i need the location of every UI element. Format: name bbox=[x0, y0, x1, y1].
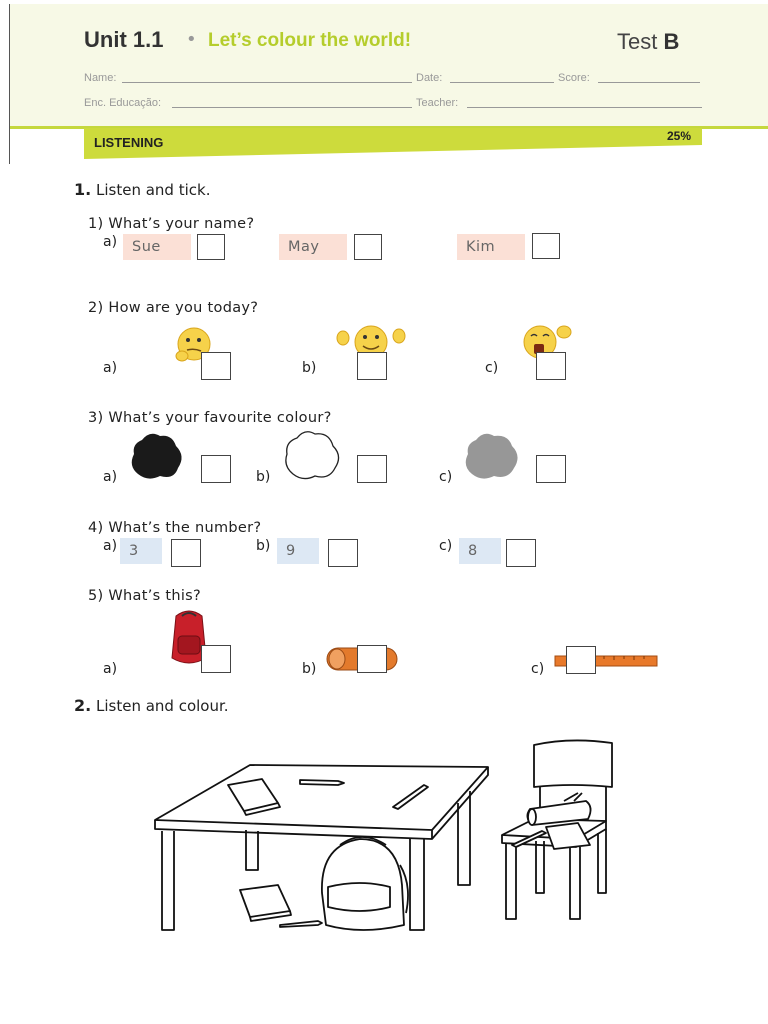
q5-option-c-label: c) bbox=[531, 661, 545, 677]
enc-educacao-label: Enc. Educação: bbox=[84, 97, 162, 109]
q4-option-b-label: b) bbox=[256, 538, 271, 554]
q3-option-b-label: b) bbox=[256, 469, 271, 485]
q2-option-b-label: b) bbox=[302, 360, 317, 376]
q5-tickbox-a[interactable] bbox=[201, 645, 231, 673]
enc-educacao-field[interactable] bbox=[172, 107, 412, 108]
q5-option-b-label: b) bbox=[302, 661, 317, 677]
black-blob-icon bbox=[128, 430, 186, 482]
name-field[interactable] bbox=[122, 82, 412, 83]
q1-tickbox-b[interactable] bbox=[354, 234, 382, 260]
header-background bbox=[10, 4, 768, 128]
q2-option-c-label: c) bbox=[485, 360, 499, 376]
q5-tickbox-c[interactable] bbox=[566, 646, 596, 674]
date-label: Date: bbox=[416, 72, 443, 84]
q4-number-a: 3 bbox=[120, 538, 162, 564]
score-label: Score: bbox=[558, 72, 590, 84]
score-field[interactable] bbox=[598, 82, 700, 83]
q3-tickbox-b[interactable] bbox=[357, 455, 387, 483]
q5-option-a-label: a) bbox=[103, 661, 118, 677]
q3-option-c-label: c) bbox=[439, 469, 453, 485]
q2-tickbox-a[interactable] bbox=[201, 352, 231, 380]
question-2: 2) How are you today? bbox=[88, 300, 259, 316]
q2-tickbox-b[interactable] bbox=[357, 352, 387, 380]
section-percent: 25% bbox=[667, 129, 692, 143]
section-band bbox=[84, 128, 702, 159]
q2-tickbox-c[interactable] bbox=[536, 352, 566, 380]
q1-name-may: May bbox=[279, 234, 347, 260]
classroom-desk-chair-scene bbox=[150, 735, 640, 940]
q4-number-b: 9 bbox=[277, 538, 319, 564]
exercise-1-title: 1. Listen and tick. bbox=[74, 180, 211, 199]
white-blob-icon bbox=[281, 428, 343, 482]
q1-name-kim: Kim bbox=[457, 234, 525, 260]
teacher-label: Teacher: bbox=[416, 97, 459, 109]
q3-tickbox-a[interactable] bbox=[201, 455, 231, 483]
q4-tickbox-a[interactable] bbox=[171, 539, 201, 567]
q2-option-a-label: a) bbox=[103, 360, 118, 376]
grey-blob-icon bbox=[462, 430, 522, 482]
q3-tickbox-c[interactable] bbox=[536, 455, 566, 483]
question-5: 5) What’s this? bbox=[88, 588, 202, 604]
name-label: Name: bbox=[84, 72, 117, 84]
q5-tickbox-b[interactable] bbox=[357, 645, 387, 673]
q4-tickbox-c[interactable] bbox=[506, 539, 536, 567]
teacher-field[interactable] bbox=[467, 107, 702, 108]
header-left-rule bbox=[9, 4, 10, 164]
test-label: Test B bbox=[617, 29, 680, 54]
worksheet-subtitle: Let’s colour the world! bbox=[208, 30, 412, 51]
section-label: LISTENING bbox=[94, 135, 164, 150]
unit-title: Unit 1.1 bbox=[84, 27, 164, 52]
q1-tickbox-a[interactable] bbox=[197, 234, 225, 260]
q1-tickbox-c[interactable] bbox=[532, 233, 560, 259]
q3-option-a-label: a) bbox=[103, 469, 118, 485]
q4-number-c: 8 bbox=[459, 538, 501, 564]
q4-tickbox-b[interactable] bbox=[328, 539, 358, 567]
q1-option-a-label: a) bbox=[103, 234, 118, 250]
q4-option-a-label: a) bbox=[103, 538, 118, 554]
title-separator: • bbox=[186, 29, 197, 50]
q1-name-sue: Sue bbox=[123, 234, 191, 260]
question-4: 4) What’s the number? bbox=[88, 520, 262, 536]
question-3: 3) What’s your favourite colour? bbox=[88, 410, 332, 426]
exercise-2-title: 2. Listen and colour. bbox=[74, 696, 229, 715]
date-field[interactable] bbox=[450, 82, 554, 83]
q4-option-c-label: c) bbox=[439, 538, 453, 554]
question-1: 1) What’s your name? bbox=[88, 216, 255, 232]
